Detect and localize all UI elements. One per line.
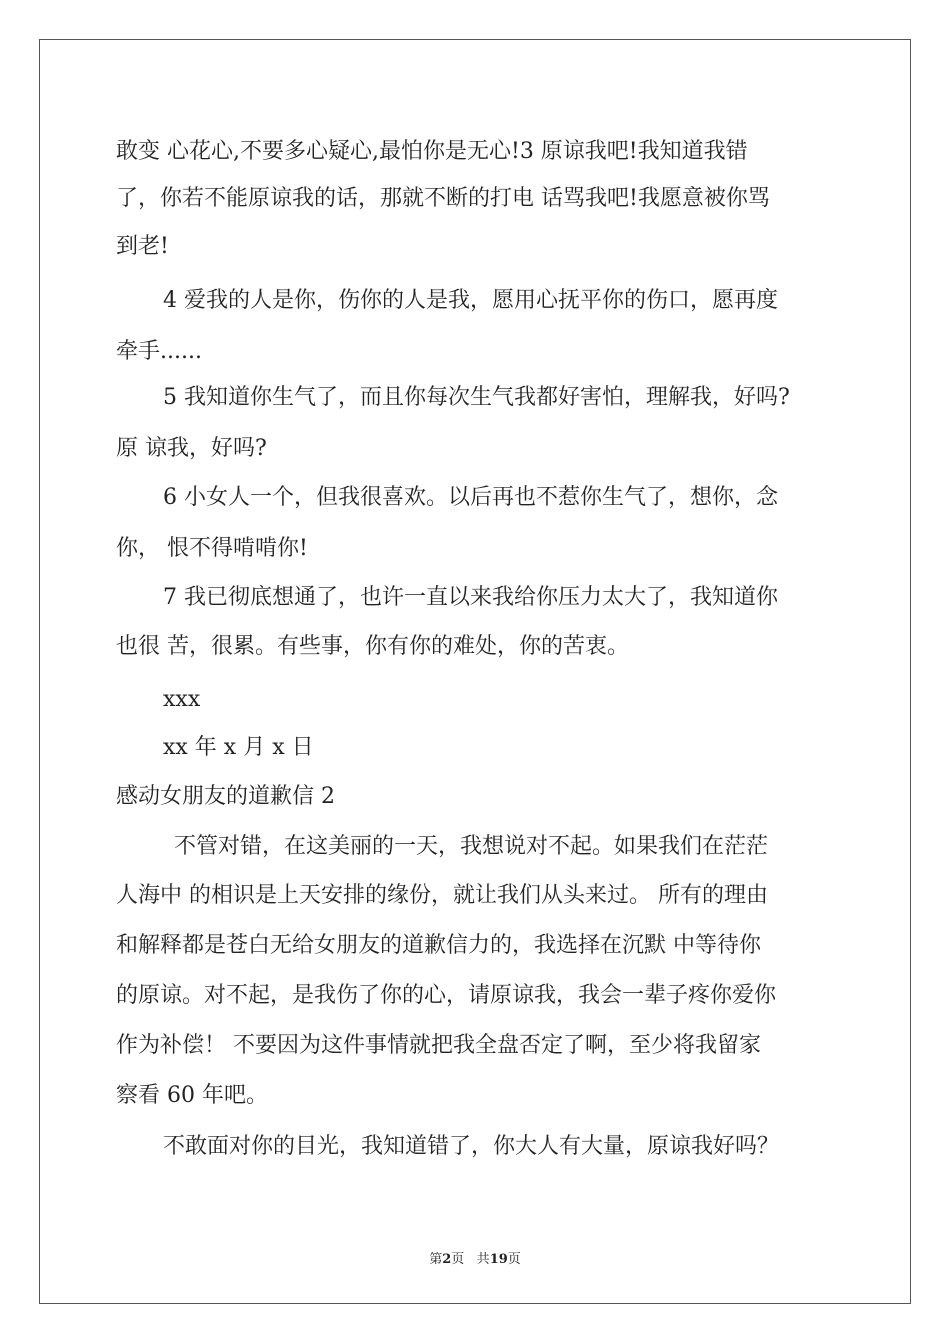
signature: xxx xyxy=(163,687,201,712)
text-line: 和解释都是苍白无给女朋友的道歉信力的，我选择在沉默 中等待你 xyxy=(116,933,761,958)
text-line: 4 爱我的人是你，伤你的人是我，愿用心抚平你的伤口，愿再度 xyxy=(163,288,778,313)
text-line: 的原谅。对不起，是我伤了你的心，请原谅我，我会一辈子疼你爱你 xyxy=(116,983,777,1008)
text-line: 到老! xyxy=(116,234,169,259)
text-line: 不管对错，在这美丽的一天，我想说对不起。如果我们在茫茫 xyxy=(174,834,769,859)
section-heading: 感动女朋友的道歉信 2 xyxy=(116,784,335,809)
page-current: 2 xyxy=(442,1252,452,1267)
total-prefix: 共 xyxy=(476,1252,490,1267)
text-line: 也很 苦，很累。有些事，你有你的难处，你的苦衷。 xyxy=(116,634,629,659)
text-line: 人海中 的相识是上天安排的缘份，就让我们从头来过。 所有的理由 xyxy=(116,883,768,908)
text-line: 你， 恨不得啃啃你! xyxy=(116,536,308,561)
page-suffix: 页 xyxy=(451,1252,465,1267)
page-frame xyxy=(39,39,911,1304)
page-total: 19 xyxy=(489,1252,508,1267)
date-line: xx 年 x 月 x 日 xyxy=(163,735,314,760)
page-prefix: 第 xyxy=(429,1252,443,1267)
page-footer xyxy=(0,1248,950,1267)
text-line: 7 我已彻底想通了，也许一直以来我给你压力太大了，我知道你 xyxy=(163,585,778,610)
text-line: 不敢面对你的目光，我知道错了，你大人有大量，原谅我好吗？ xyxy=(163,1134,780,1159)
text-line: 察看 60 年吧。 xyxy=(116,1083,268,1108)
total-suffix: 页 xyxy=(507,1252,521,1267)
text-line: 原 谅我，好吗? xyxy=(116,436,267,461)
text-line: 5 我知道你生气了，而且你每次生气我都好害怕，理解我，好吗? xyxy=(163,385,790,410)
text-line: 敢变 心花心,不要多心疑心,最怕你是无心!3 原谅我吧!我知道我错 xyxy=(116,139,748,164)
text-line: 了，你若不能原谅我的话，那就不断的打电 话骂我吧!我愿意被你骂 xyxy=(116,186,770,211)
text-line: 6 小女人一个，但我很喜欢。以后再也不惹你生气了，想你，念 xyxy=(163,485,778,510)
text-line: 牵手...... xyxy=(116,339,202,364)
text-line: 作为补偿！ 不要因为这件事情就把我全盘否定了啊，至少将我留家 xyxy=(116,1033,761,1058)
